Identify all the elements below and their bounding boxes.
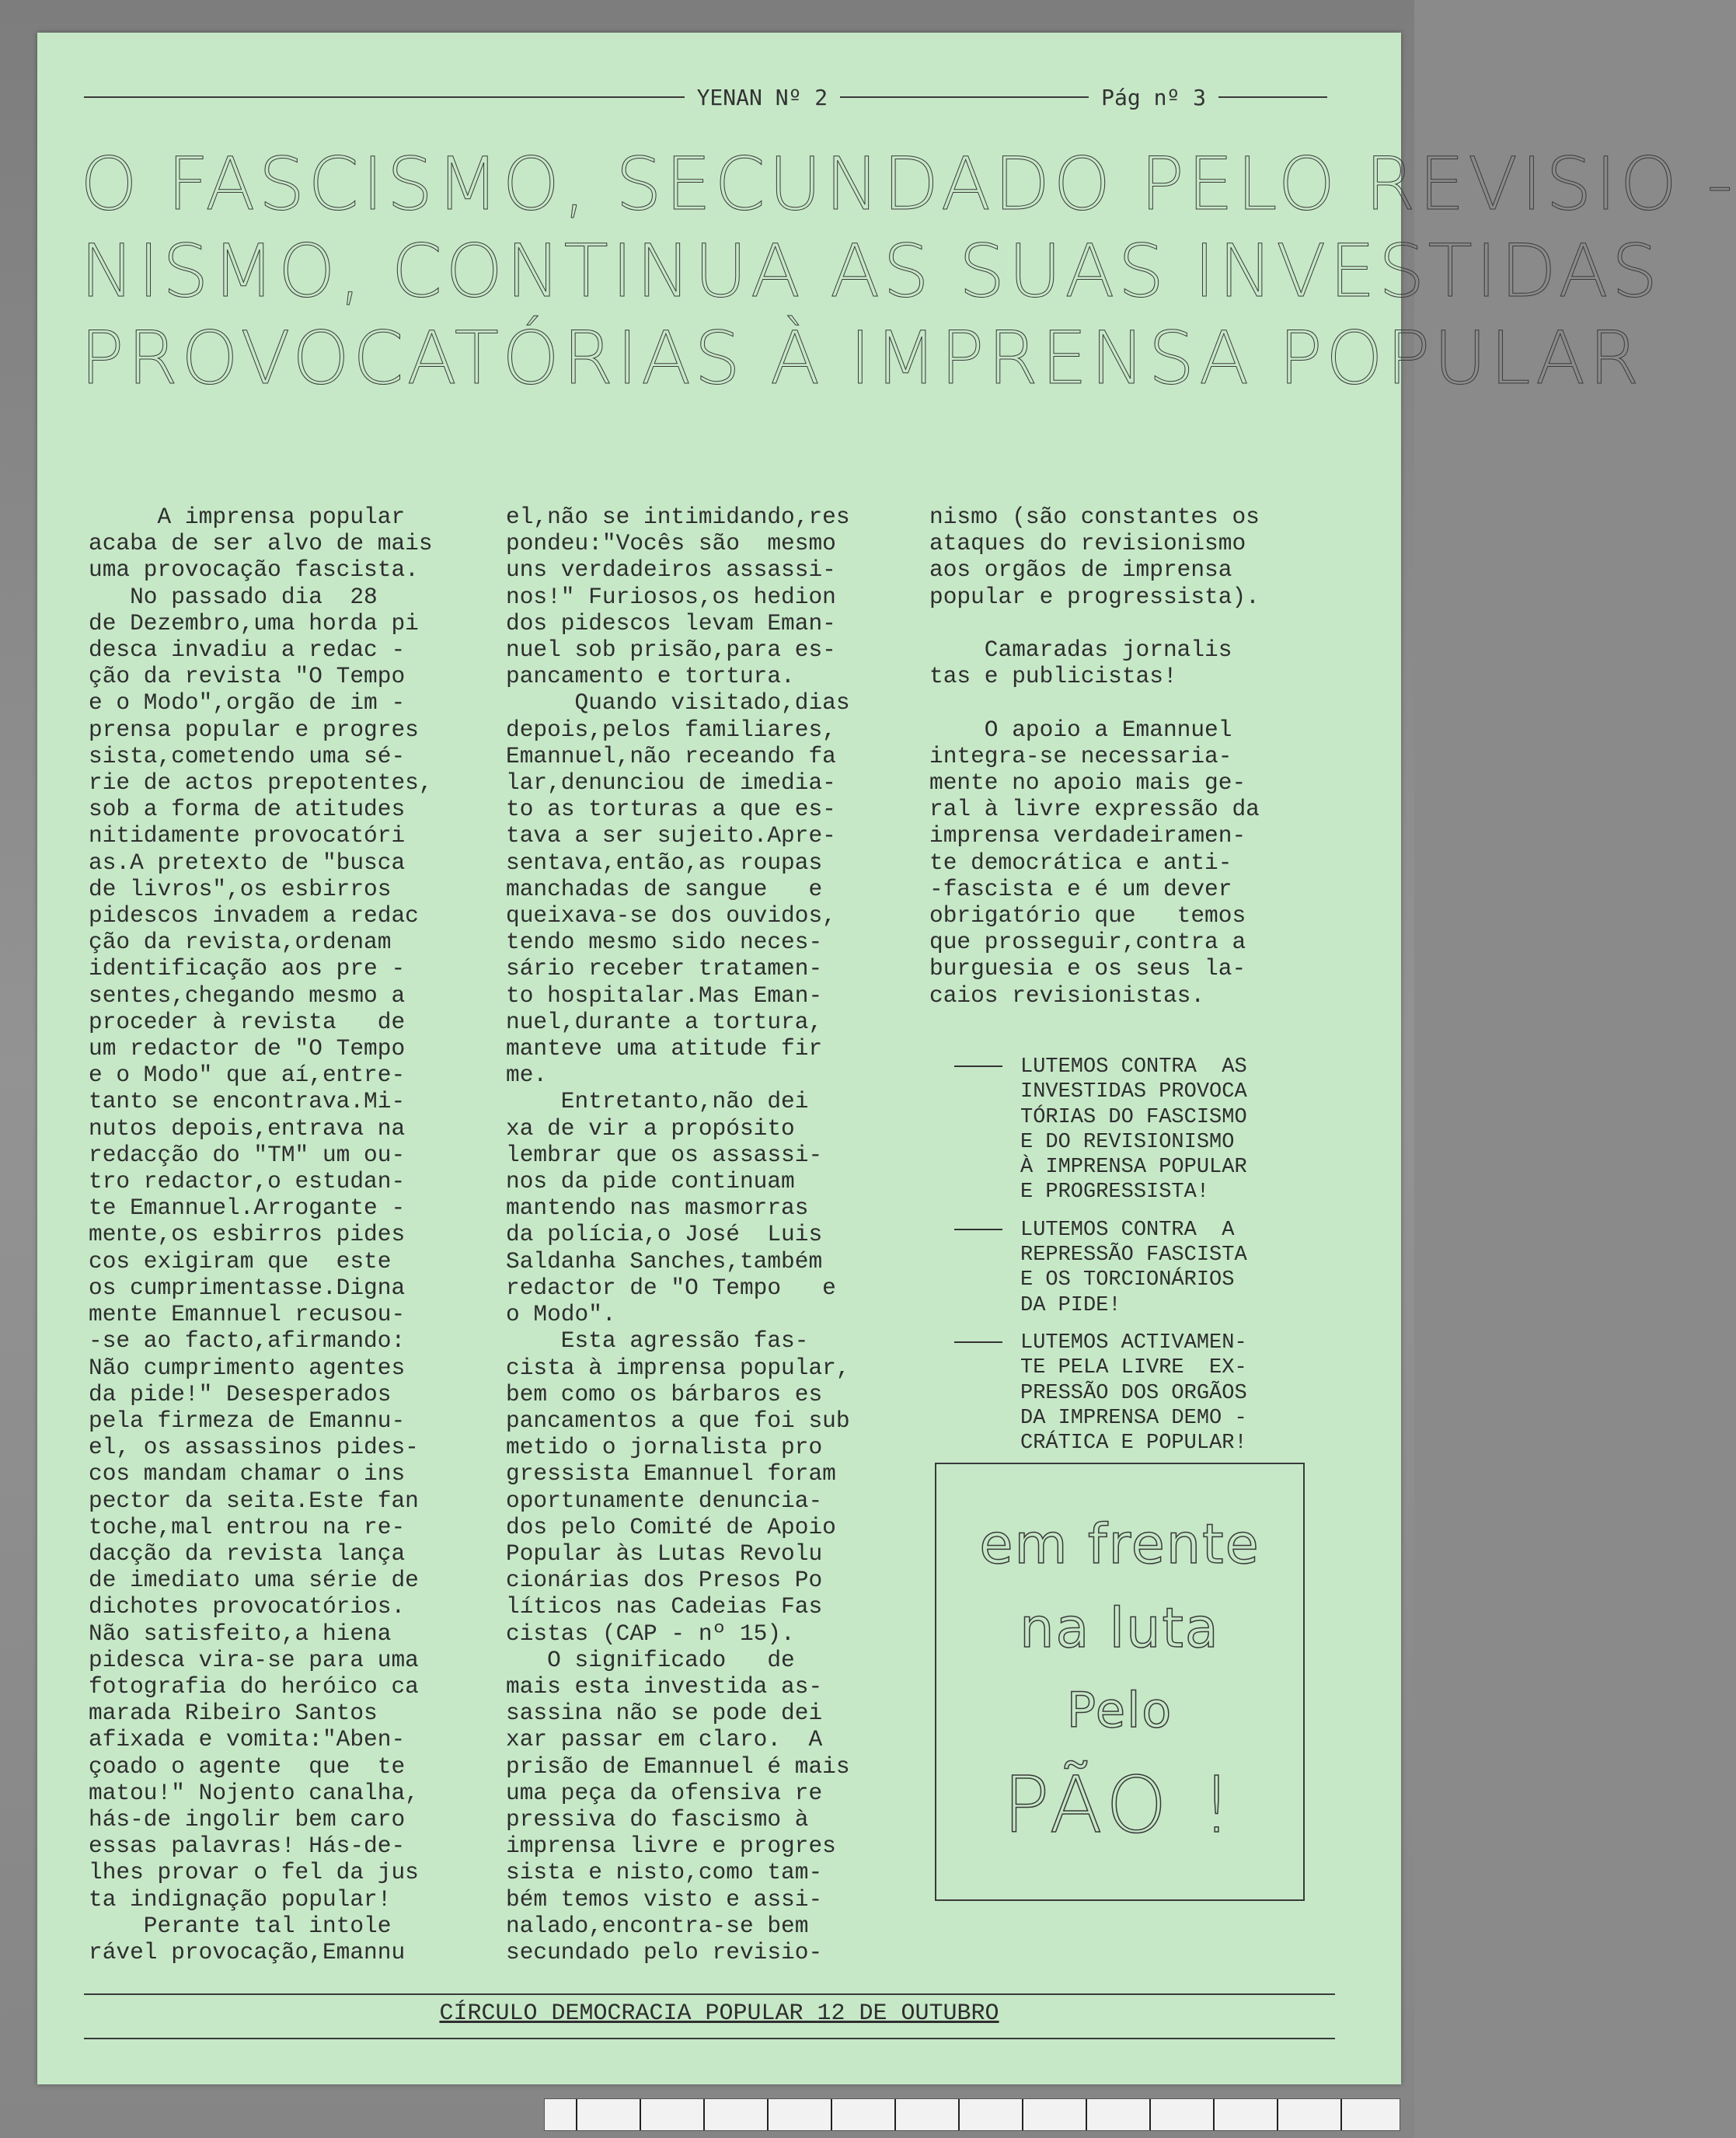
headline	[80, 141, 1736, 403]
slogan-text: LUTEMOS ACTIVAMEN- TE PELA LIVRE EX- PRESSÃO DOS ORGÃOS DA IMPRENSA DEMO - CRÁTICA E POPULAR!	[1020, 1331, 1247, 1456]
article-column-1: A imprensa popular acaba de ser alvo de mais uma provocação fascista. No passado dia 28 de Dezembro,uma horda pi desca invadiu a redac - ção da revista "O Tempo e o Modo",orgão de im - prensa popular e progres sista,cometendo uma sé- rie de actos prepotentes, sob a forma de atitudes nitidamente provocatóri as.A pretexto de "busca de livros",os esbirros pidescos invadem a redac ção da revista,ordenam identificação aos pre - sentes,chegando mesmo a proceder à revista de um redactor de "O Tempo e o Modo" que aí,entre- tanto se encontrava.Mi- nutos depois,entrava na redacção do "TM" um ou- tro redactor,o estudan- te Emannuel.Arrogante - mente,os esbirros pides cos exigiram que este os cumprimentasse.Digna mente Emannuel recusou- -se ao facto,afirmando: Não cumprimento agentes da pide!" Desesperados pela firmeza de Emannu- el, os assassinos pides- cos mandam chamar o ins pector da seita.Este fan toche,mal entrou na re- dacção da revista lança de imediato uma série de dichotes provocatórios. Não satisfeito,a hiena pidesca vira-se para uma fotografia do heróico ca marada Ribeiro Santos afixada e vomita:"Aben- çoado o agente que te matou!" Nojento canalha, hás-de ingolir bem caro essas palavras! Hás-de- lhes provar o fel da jus ta indignação popular! Perante tal intole rável provocação,Emannu	[89, 504, 433, 1965]
footer-text: CÍRCULO DEMOCRACIA POPULAR 12 DE OUTUBRO	[439, 2000, 999, 2027]
slogan-item	[954, 1218, 1247, 1318]
headline-line: PROVOCATÓRIAS À IMPRENSA POPULAR	[80, 316, 1643, 401]
headline-line: NISMO, CONTINUA AS SUAS INVESTIDAS	[80, 229, 1661, 314]
slogan-text: LUTEMOS CONTRA AS INVESTIDAS PROVOCA TÓRIAS DO FASCISMO E DO REVISIONISMO À IMPRENSA POPULAR E PROGRESSISTA!	[1020, 1055, 1247, 1205]
dash-marker	[954, 1331, 1020, 1456]
header-rule	[84, 96, 685, 98]
stamp-line: em frente	[979, 1512, 1260, 1576]
publication-title: YENAN Nº 2	[696, 84, 828, 110]
slogan-text: LUTEMOS CONTRA A REPRESSÃO FASCISTA E OS TORCIONÁRIOS DA PIDE!	[1020, 1218, 1247, 1317]
stamp-line: PÃO !	[1002, 1760, 1237, 1850]
stamp-line: na luta	[1020, 1596, 1220, 1660]
article-column-3: nismo (são constantes os ataques do revisionismo aos orgãos de imprensa popular e progressista). Camaradas jornalis tas e publicistas! O apoio a Emannuel integra-se necessaria- mente no apoio mais ge- ral à livre expressão da imprensa verdadeiramen- te democrática e anti- -fascista e é um dever obrigatório que temos que prosseguir,contra a burguesia e os seus la- caios revisionistas.	[929, 504, 1260, 1009]
slogan-item	[954, 1331, 1247, 1456]
slogan-list	[954, 1055, 1247, 1468]
stamp-line: Pelo	[1066, 1682, 1173, 1739]
slogan-item	[954, 1055, 1247, 1205]
page-number: Pág nº 3	[1101, 84, 1206, 110]
footer-rule	[84, 1993, 1335, 1995]
header-rule	[840, 96, 1089, 98]
document-page	[37, 33, 1736, 2084]
headline-line: O FASCISMO, SECUNDADO PELO REVISIO -	[80, 142, 1736, 227]
header-rule	[1218, 96, 1327, 98]
dash-marker	[954, 1218, 1020, 1318]
stamp-box	[935, 1463, 1305, 1901]
article-column-2: el,não se intimidando,res pondeu:"Vocês são mesmo uns verdadeiros assassi- nos!" Furiosos,os hedion dos pidescos levam Eman- nuel sob prisão,para es- pancamento e tortura. Quando visitado,dias depois,pelos familiares, Emannuel,não receando fa lar,denunciou de imedia- to as torturas a que es- tava a ser sujeito.Apre- sentava,então,as roupas manchadas de sangue e queixava-se dos ouvidos, tendo mesmo sido neces- sário receber tratamen- to hospitalar.Mas Eman- nuel,durante a tortura, manteve uma atitude fir me. Entretanto,não dei xa de vir a propósito lembrar que os assassi- nos da pide continuam mantendo nas masmorras da polícia,o José Luis Saldanha Sanches,também redactor de "O Tempo e o Modo". Esta agressão fas- cista à imprensa popular, bem como os bárbaros es pancamentos a que foi sub metido o jornalista pro gressista Emannuel foram oportunamente denuncia- dos pelo Comité de Apoio Popular às Lutas Revolu cionárias dos Presos Po líticos nas Cadeias Fas cistas (CAP - nº 15). O significado de mais esta investida as- sassina não se pode dei xar passar em claro. A prisão de Emannuel é mais uma peça da ofensiva re pressiva do fascismo à imprensa livre e progres sista e nisto,como tam- bém temos visto e assi- nalado,encontra-se bem secundado pelo revisio-	[506, 504, 850, 1965]
footer-rule	[84, 2038, 1335, 2039]
page-header	[84, 78, 1327, 117]
dash-marker	[954, 1055, 1020, 1205]
scale-ruler	[544, 2098, 1400, 2131]
